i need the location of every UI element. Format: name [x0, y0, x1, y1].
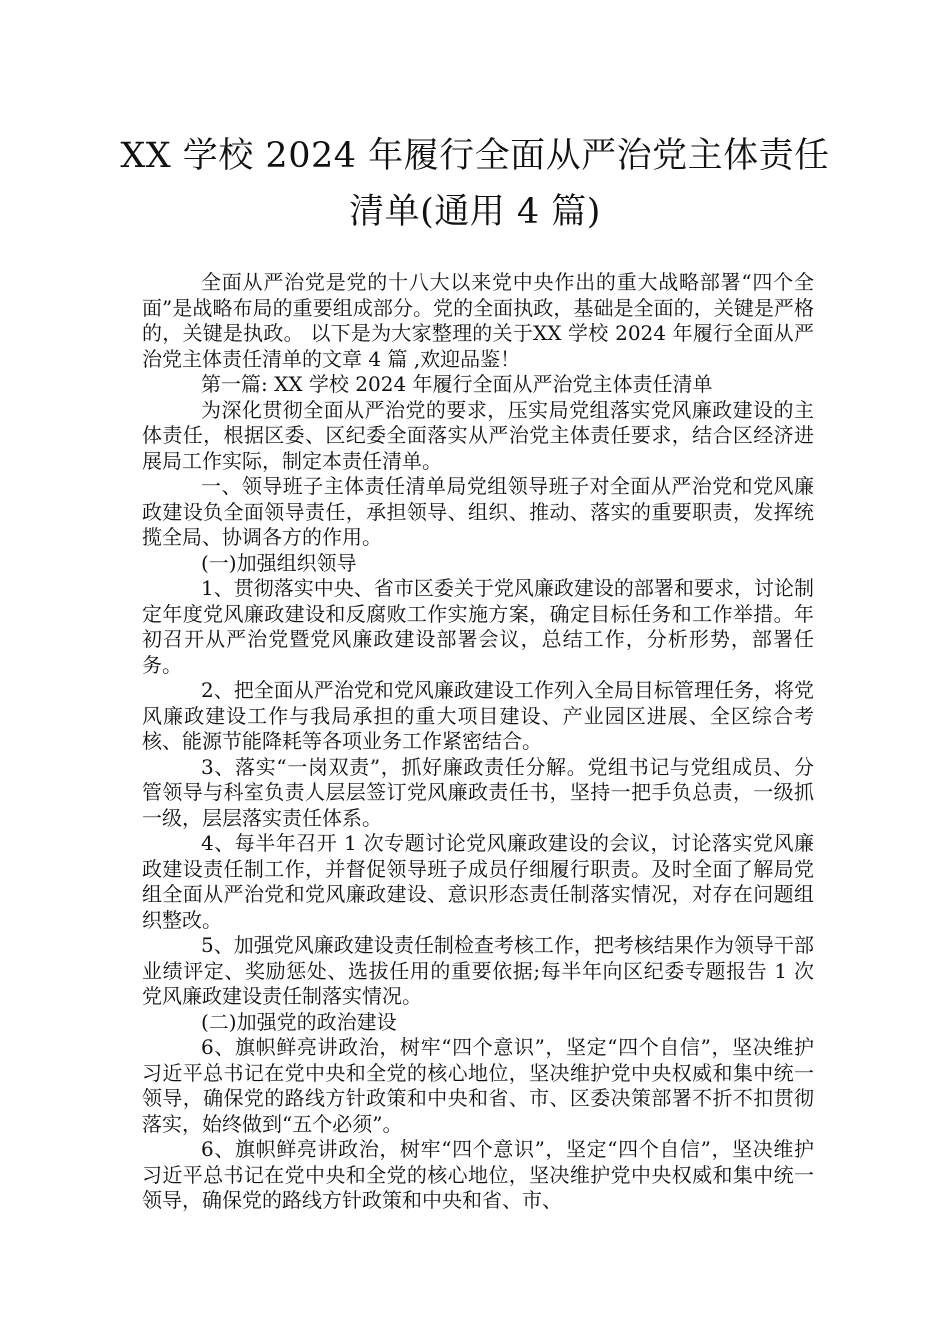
list-paragraph: 6、旗帜鲜亮讲政治，树牢“四个意识”，坚定“四个自信”，坚决维护习近平总书记在党中央和全党的核心地位，坚决维护党中央权威和集中统一领导，确保党的路线方针政策和中央和省、市、区委决策部署不折不扣贯彻落实，始终做到“五个必须”。 — [142, 1035, 814, 1136]
list-paragraph: 1、贯彻落实中央、省市区委关于党风廉政建设的部署和要求，讨论制定年度党风廉政建设和反腐败工作实施方案，确定目标任务和工作举措。年初召开从严治党暨党风廉政建设部署会议，总结工作，分析形势，部署任务。 — [142, 576, 814, 677]
list-paragraph: 2、把全面从严治党和党风廉政建设工作列入全局目标管理任务，将党风廉政建设工作与我局承担的重大项目建设、产业园区进展、全区综合考核、能源节能降耗等各项业务工作紧密结合。 — [142, 678, 814, 753]
subsection-heading: (二)加强党的政治建设 — [201, 1009, 397, 1034]
intro-paragraph: 全面从严治党是党的十八大以来党中央作出的重大战略部署“四个全面”是战略布局的重要组成部分。党的全面执政，基础是全面的，关键是严格的，关键是执政。 以下是为大家整理的关于XX 学校 2024 年履行全面从严治党主体责任清单的文章 4 篇 ,欢迎品鉴！ — [142, 270, 814, 371]
list-paragraph: 5、加强党风廉政建设责任制检查考核工作，把考核结果作为领导干部业绩评定、奖励惩处、选拔任用的重要依据;每半年向区纪委专题报告 1 次党风廉政建设责任制落实情况。 — [142, 933, 814, 1008]
body-paragraph: 为深化贯彻全面从严治党的要求，压实局党组落实党风廉政建设的主体责任，根据区委、区纪委全面落实从严治党主体责任要求，结合区经济进展局工作实际，制定本责任清单。 — [142, 397, 814, 473]
section-heading: 第一篇: XX 学校 2024 年履行全面从严治党主体责任清单 — [201, 372, 713, 396]
document-body — [142, 270, 814, 1214]
list-paragraph: 6、旗帜鲜亮讲政治，树牢“四个意识”，坚定“四个自信”，坚决维护习近平总书记在党中央和全党的核心地位，坚决维护党中央权威和集中统一领导，确保党的路线方针政策和中央和省、市、 — [142, 1137, 814, 1212]
document-title — [120, 128, 830, 240]
list-paragraph: 4、每半年召开 1 次专题讨论党风廉政建设的会议，讨论落实党风廉政建设责任制工作，并督促领导班子成员仔细履行职责。及时全面了解局党组全面从严治党和党风廉政建设、意识形态责任制落实情况，对存在问题组织整改。 — [142, 831, 814, 932]
title-line-1: XX 学校 2024 年履行全面从严治党主体责任 — [120, 136, 830, 176]
body-paragraph: 一、领导班子主体责任清单局党组领导班子对全面从严治党和党风廉政建设负全面领导责任，承担领导、组织、推动、落实的重要职责，发挥统揽全局、协调各方的作用。 — [142, 474, 814, 549]
list-paragraph: 3、落实“一岗双责”，抓好廉政责任分解。党组书记与党组成员、分管领导与科室负责人层层签订党风廉政责任书，坚持一把手负总责，一级抓一级，层层落实责任体系。 — [142, 754, 814, 830]
title-line-2: 清单(通用 4 篇) — [349, 192, 601, 232]
subsection-heading: (一)加强组织领导 — [201, 550, 357, 575]
